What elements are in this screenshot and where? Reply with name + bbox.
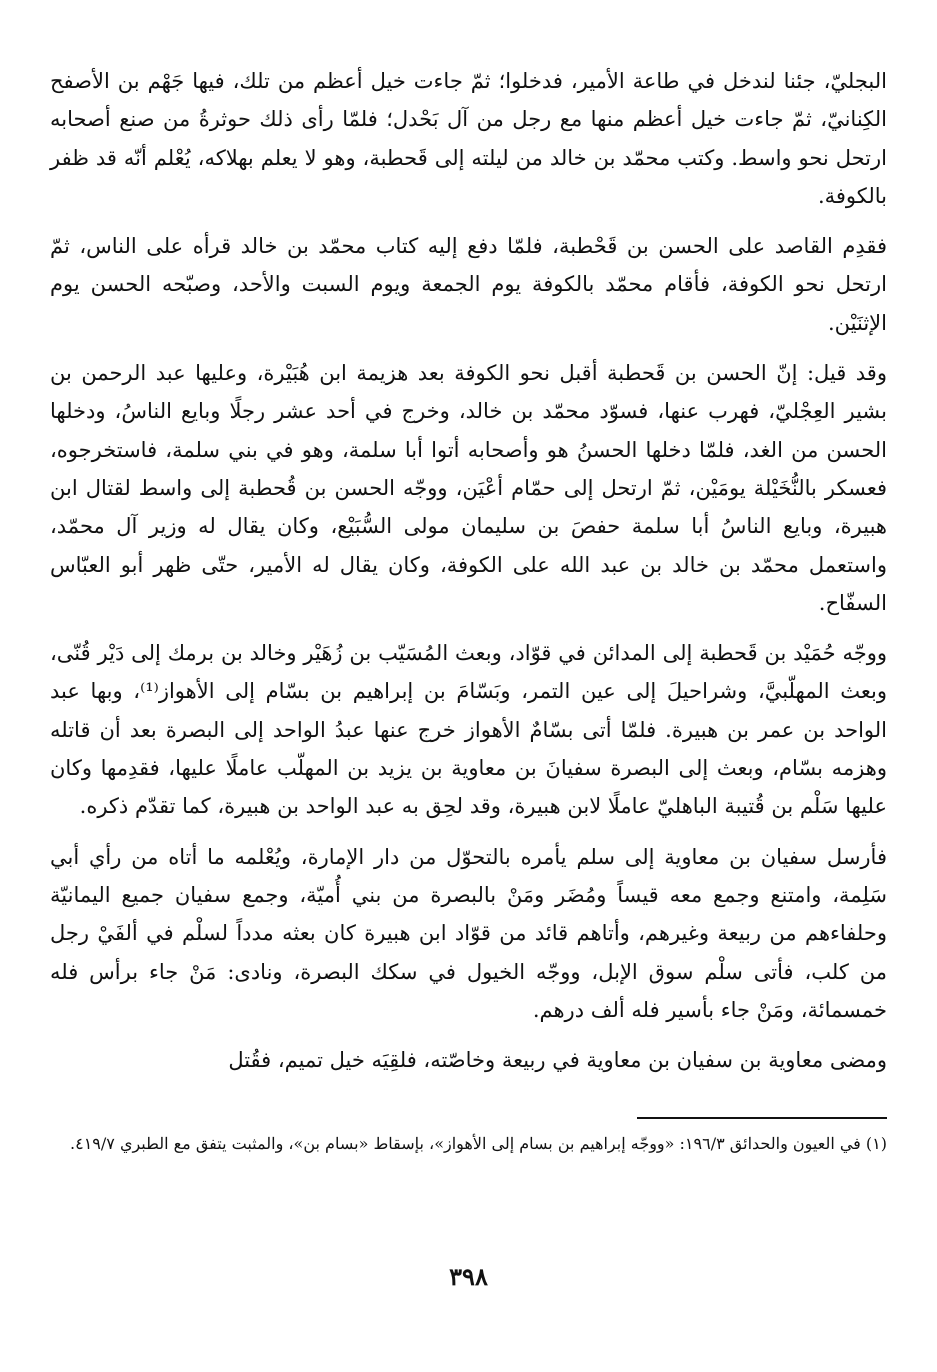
paragraph-1: البجليّ، جئنا لندخل في طاعة الأمير، فدخلوا؛ ثمّ جاءت خيل أعظم من تلك، فيها جَهْم بن الأصفح الكِنانيّ، ثمّ جاءت خيل أعظم منها مع رجل من آل بَحْدل؛ فلمّا رأى ذلك حوثرةُ من صنع أصحابه ارتحل نحو واسط. وكتب محمّد بن خالد من ليلته إلى قَحطبة، وهو لا يعلم بهلاكه، يُعْلم أنّه قد ظفر بالكوفة. (50, 69, 887, 208)
paragraph-5: فأرسل سفيان بن معاوية إلى سلم يأمره بالتحوّل من دار الإمارة، ويُعْلمه ما أتاه من رأي أبي سَلِمة، وامتنع وجمع معه قيساً ومُضَر ومَنْ بالبصرة من بني أُميّة، وجمع سفيان جميع اليمانيّة وحلفاءهم من ربيعة وغيرهم، وأتاهم قائد من قوّاد ابن هبيرة كان بعثه مدداً لسلْم في ألفَيْ رجل من كلب، فأتى سلْم سوق الإبل، ووجّه الخيول في سكك البصرة، ونادى: مَنْ جاء برأس فله خمسمائة، ومَنْ جاء بأسير فله ألف درهم. (50, 844, 887, 1022)
paragraph-6: ومضى معاوية بن سفيان بن معاوية في ربيعة وخاصّته، فلقِيَه خيل تميم، فقُتل (228, 1048, 887, 1073)
page-number: ٣٩٨ (449, 1262, 488, 1291)
footnote: (١) في العيون والحدائق ١٩٦/٣: «ووجّه إبراهيم بن بسام إلى الأهواز»، بإسقاط «بسام بن»، والمثبت يتفق مع الطبري ٤١٩/٧. (70, 1134, 887, 1154)
paragraph-4: ووجّه حُمَيْد بن قَحطبة إلى المدائن في قوّاد، وبعث المُسَيّب بن زُهَيْر وخالد بن برمك إلى دَيْر قُنّى، وبعث المهلّبيَّ، وشراحيلَ إلى عين التمر، وبَسّامَ بن إبراهيم بن بسّام إلى الأهواز⁽¹⁾، وبها عبد الواحد بن عمر بن هبيرة. فلمّا أتى بسّامٌ الأهواز خرج عنها عبدُ الواحد إلى البصرة بعد أن قاتله وهزمه بسّام، وبعث إلى البصرة سفيانَ بن معاوية بن يزيد بن المهلّب عاملًا عليها، فقدِمها وكان عليها سَلْم بن قُتيبة الباهليّ عاملًا لابن هبيرة، وقد لحِق به عبد الواحد بن هبيرة، كما تقدّم ذكره. (50, 641, 887, 819)
footnote-divider (637, 1117, 887, 1119)
paragraph-2: فقدِم القاصد على الحسن بن قَحْطبة، فلمّا دفع إليه كتاب محمّد بن خالد قرأه على الناس، ثمّ ارتحل نحو الكوفة، فأقام محمّد بالكوفة يوم الجمعة ويوم السبت والأحد، وصبّحه الحسن يوم الإثنَيْن. (50, 234, 887, 335)
paragraph-3: وقد قيل: إنّ الحسن بن قَحطبة أقبل نحو الكوفة بعد هزيمة ابن هُبَيْرة، وعليها عبد الرحمن بن بشير العِجْليّ، فهرب عنها، فسوّد محمّد بن خالد، وخرج في أحد عشر رجلًا وبايع الناسُ، ودخلها الحسن من الغد، فلمّا دخلها الحسنُ هو وأصحابه أتوا أبا سلمة، وهو في بني سلمة، فاستخرجوه، فعسكر بالنُّخَيْلة يومَيْن، ثمّ ارتحل إلى حمّام أعْيَن، ووجّه الحسن بن قُحطبة إلى واسط لقتال ابن هبيرة، وبايع الناسُ أبا سلمة حفصَ بن سليمان مولى السُّبَيْع، وكان يقال له وزير آل محمّد، واستعمل محمّد بن خالد بن عبد الله على الكوفة، وكان يقال له الأمير، حتّى ظهر أبو العبّاس السفّاح. (50, 361, 887, 615)
